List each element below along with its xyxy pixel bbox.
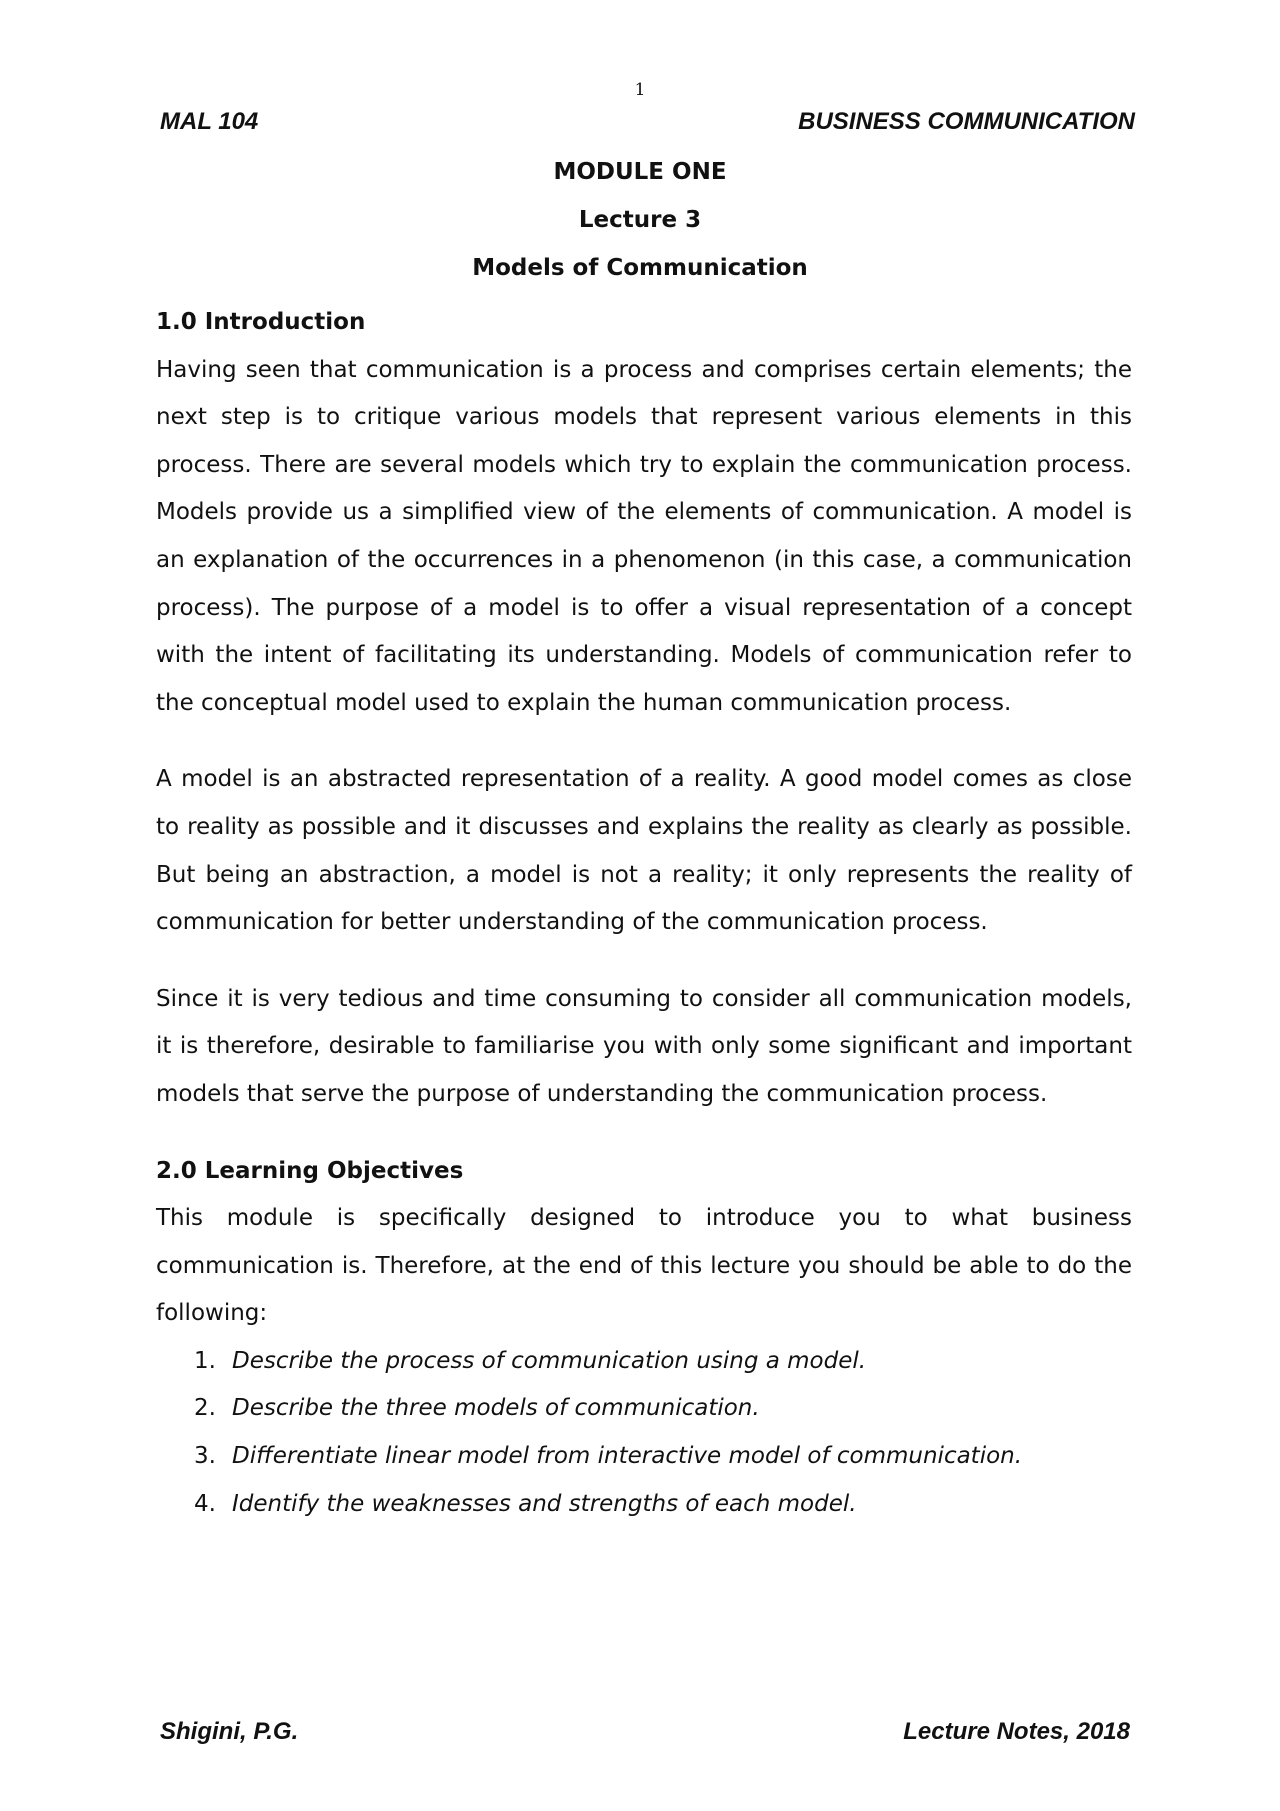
intro-paragraph: A model is an abstracted representation of a reality. A good model comes as close to reality as possible and it discusses and explains the reality as clearly as possible. But being an abstraction, a model is not a reality; it only represents the reality of communication for better understanding of the communication process. — [156, 766, 1132, 936]
list-item-text: Describe the three models of communication. — [232, 1395, 760, 1422]
course-code: MAL 104 — [160, 108, 259, 135]
document-body — [156, 299, 1132, 1528]
list-item — [156, 1338, 1132, 1386]
module-title: MODULE ONE — [553, 159, 727, 185]
page-footer — [160, 1718, 1130, 1746]
lecture-title: Lecture 3 — [578, 207, 702, 233]
objectives-intro: This module is specifically designed to introduce you to what business communication is. Therefore, at the end of this lecture you should be able to do the following: — [156, 1205, 1132, 1327]
footer-author: Shigini, P.G. — [160, 1718, 299, 1745]
course-title: BUSINESS COMMUNICATION — [798, 108, 1135, 135]
list-item-text: Differentiate linear model from interactive model of communication. — [232, 1443, 1023, 1470]
objectives-list — [156, 1338, 1132, 1528]
footer-notes: Lecture Notes, 2018 — [903, 1718, 1130, 1745]
page-number: 1 — [634, 80, 646, 100]
list-item — [156, 1433, 1132, 1481]
list-item — [156, 1481, 1132, 1529]
page-header — [160, 108, 1135, 136]
objectives-heading: 2.0 Learning Objectives — [156, 1157, 464, 1184]
intro-paragraph: Since it is very tedious and time consuming to consider all communication models, it is therefore, desirable to familiarise you with only some significant and important models that serve the purpose of understanding the communication process. — [156, 985, 1132, 1107]
introduction-heading: 1.0 Introduction — [156, 309, 366, 335]
intro-paragraph: Having seen that communication is a process and comprises certain elements; the next step is to critique various models that represent various elements in this process. There are several models which try to explain the communication process. Models provide us a simplified view of the elements of communication. A model is an explanation of the occurrences in a phenomenon (in this case, a communication process). The purpose of a model is to offer a visual representation of a concept with the intent of facilitating its understanding. Models of communication refer to the conceptual model used to explain the human communication process. — [156, 356, 1132, 716]
list-item-number: 4. — [194, 1490, 216, 1517]
list-item — [156, 1385, 1132, 1433]
list-item-number: 3. — [194, 1443, 216, 1470]
list-item-text: Describe the process of communication using a model. — [232, 1347, 867, 1374]
topic-title: Models of Communication — [472, 255, 808, 281]
list-item-number: 2. — [194, 1395, 216, 1422]
list-item-text: Identify the weaknesses and strengths of each model. — [232, 1490, 857, 1517]
list-item-number: 1. — [194, 1347, 216, 1374]
